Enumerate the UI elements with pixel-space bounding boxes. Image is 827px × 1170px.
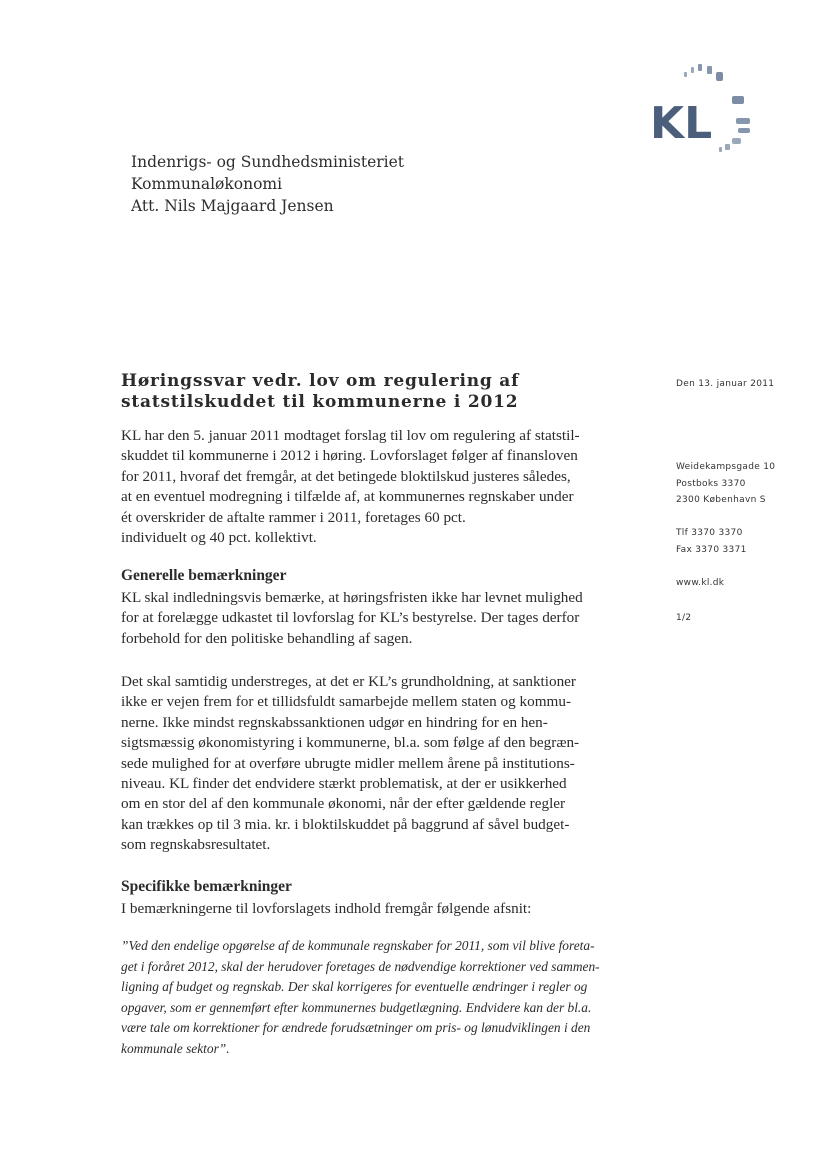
address-line: Weidekampsgade 10	[676, 462, 776, 472]
recipient-address	[131, 151, 404, 217]
quote-line: være tale om korrektioner for ændrede forudsætninger om pris- og lønudviklingen i den	[121, 1020, 591, 1036]
text-line: forbehold for den politiske behandling af sagen.	[121, 629, 413, 647]
text-line: skuddet til kommunerne i 2012 i høring. Lovforslaget følger af finansloven	[121, 447, 578, 465]
sidebar-address	[676, 459, 775, 509]
document-title: Høringssvar vedr. lov om regulering af statstilskuddet til kommunerne i 2012	[121, 371, 520, 412]
text-line: KL skal indledningsvis bemærke, at høringsfristen ikke har levnet mulighed	[121, 589, 583, 606]
date-text: Den 13. januar 2011	[676, 379, 775, 389]
text-line: for at forelægge udkastet til lovforslag for KL’s bestyrelse. Der tages derfor	[121, 609, 580, 627]
logo-dot	[719, 147, 722, 152]
general-paragraph-1	[121, 588, 641, 649]
text-line: ét overskrider de aftalte rammer i 2011, foretages 60 pct.	[121, 508, 466, 526]
quote-line: get i foråret 2012, skal der herudover foretages de nødvendige korrektioner ved sammen-	[121, 958, 600, 974]
general-heading: Generelle bemærkninger	[121, 567, 287, 584]
recipient-line: Att. Nils Majgaard Jensen	[131, 197, 334, 215]
quote-line: ”Ved den endelige opgørelse af de kommunale regnskaber for 2011, som vil blive foreta-	[121, 938, 595, 953]
quoted-passage	[121, 936, 641, 1060]
text-line: Det skal samtidig understreges, at det er KL’s grundholdning, at sanktioner	[121, 673, 576, 690]
specific-intro	[121, 899, 641, 919]
sidebar-date	[676, 376, 774, 393]
text-line: KL har den 5. januar 2011 modtaget forslag til lov om regulering af statstil-	[121, 427, 580, 444]
general-paragraph-2	[121, 672, 641, 856]
text-line: sede mulighed for at overføre ubrugte midler mellem årene på institutions-	[121, 754, 575, 772]
intro-paragraph	[121, 426, 641, 548]
text-line: som regnskabsresultatet.	[121, 836, 271, 854]
page-number: 1/2	[676, 613, 692, 623]
sidebar-web	[676, 575, 724, 592]
text-line: kan trækkes op til 3 mia. kr. i bloktilskuddet på baggrund af såvel budget-	[121, 815, 570, 833]
logo-dot	[716, 72, 723, 81]
quote-line: kommunale sektor”.	[121, 1040, 230, 1056]
logo-dot	[736, 118, 750, 124]
text-line: individuelt og 40 pct. kollektivt.	[121, 529, 317, 547]
recipient-line: Kommunaløkonomi	[131, 175, 283, 193]
address-line: 2300 København S	[676, 495, 766, 505]
phone-line: Fax 3370 3371	[676, 544, 747, 555]
quote-line: ligning af budget og regnskab. Der skal korrigeres for eventuelle ændringer i regler og	[121, 979, 588, 995]
text-line: sigtsmæssig økonomistyring i kommunerne, bl.a. som følge af den begræn-	[121, 734, 580, 752]
specific-heading: Specifikke bemærkninger	[121, 878, 292, 895]
logo-dot	[725, 144, 730, 150]
logo-dot	[691, 67, 694, 73]
sidebar-page-number	[676, 610, 691, 627]
logo-dot	[732, 96, 744, 104]
logo-dot	[738, 128, 750, 133]
text-line: ikke er vejen frem for et tillidsfuldt samarbejde mellem staten og kommu-	[121, 693, 572, 711]
logo-dot	[684, 72, 687, 77]
kl-logo-graphic	[636, 58, 756, 162]
logo-dot	[732, 138, 741, 144]
recipient-line: Indenrigs- og Sundhedsministeriet	[131, 153, 405, 171]
phone-line: Tlf 3370 3370	[676, 528, 743, 538]
logo-dot	[707, 66, 712, 74]
text-line: nerne. Ikke mindst regnskabssanktionen udgør en hindring for en hen-	[121, 713, 548, 731]
text-line: I bemærkningerne til lovforslagets indhold fremgår følgende afsnit:	[121, 900, 532, 917]
logo-text: KL	[650, 98, 713, 149]
logo-dot	[698, 64, 702, 71]
address-line: Postboks 3370	[676, 478, 746, 489]
text-line: niveau. KL finder det endvidere stærkt problematisk, at der er usikkerhed	[121, 775, 567, 793]
text-line: om en stor del af den kommunale økonomi, når der efter gældende regler	[121, 795, 566, 813]
kl-logo	[636, 58, 756, 162]
quote-line: opgaver, som er gennemført efter kommunernes budgetlægning. Endvidere kan der bl.a.	[121, 999, 592, 1015]
sidebar-phone	[676, 525, 747, 558]
website-link[interactable]: www.kl.dk	[676, 578, 725, 588]
text-line: for 2011, hvoraf det fremgår, at det betingede bloktilskud justeres således,	[121, 467, 571, 485]
text-line: at en eventuel modregning i tilfælde af, at kommunernes regnskaber under	[121, 488, 574, 506]
